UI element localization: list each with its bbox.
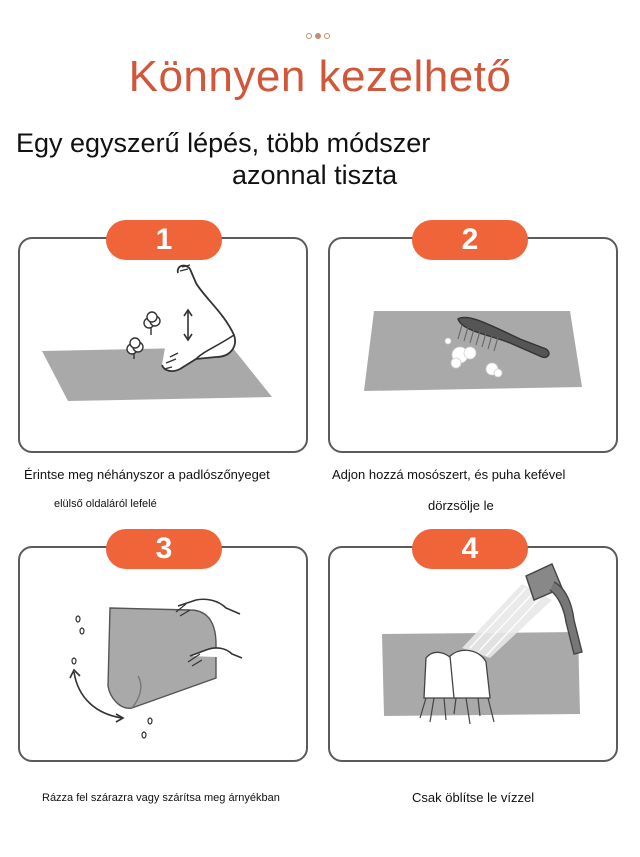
subtitle-line-2: azonnal tiszta <box>232 160 398 190</box>
carousel-dot-active <box>315 33 321 39</box>
step-1-illustration <box>20 239 310 455</box>
step-4-badge: 4 <box>412 529 528 569</box>
subtitle-line-1: Egy egyszerű lépés, több módszer <box>16 128 431 158</box>
step-4-caption: Csak öblítse le vízzel <box>412 790 535 805</box>
step-3-card <box>18 532 308 762</box>
step-2-badge: 2 <box>412 220 528 260</box>
step-2-card <box>328 223 618 453</box>
step-2-caption-line-1: Adjon hozzá mosószert, és puha kefével <box>332 467 566 482</box>
step-2-illustration <box>330 239 620 455</box>
carousel-dots <box>306 33 330 39</box>
carousel-dot <box>324 33 330 39</box>
page-title: Könnyen kezelhető <box>128 52 512 101</box>
step-4-illustration <box>330 548 620 764</box>
carousel-dot <box>306 33 312 39</box>
step-3-badge: 3 <box>106 529 222 569</box>
step-2-caption-line-2: dörzsölje le <box>428 498 494 513</box>
step-1-badge: 1 <box>106 220 222 260</box>
step-3-caption: Rázza fel szárazra vagy szárítsa meg árnyékban <box>42 792 280 804</box>
step-1-caption-line-2: elülső oldaláról lefelé <box>54 498 157 510</box>
step-1-card <box>18 223 308 453</box>
step-1-caption-line-1: Érintse meg néhányszor a padlószőnyeget <box>24 467 270 482</box>
step-3-illustration <box>20 548 310 764</box>
step-4-card <box>328 532 618 762</box>
